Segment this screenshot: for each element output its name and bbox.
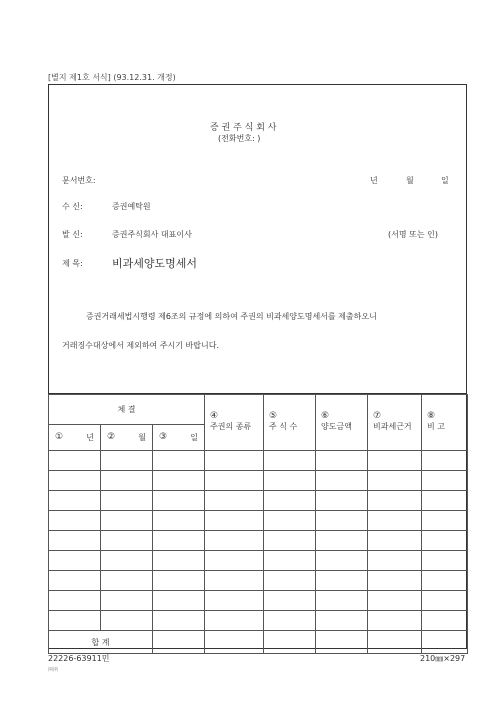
body-line-1: 증권거래세법시행령 제6조의 규정에 의하여 주권의 비과세양도명세서를 제출하오니 [86, 312, 377, 321]
body-line-2: 거래징수대상에서 제외하여 주시기 바랍니다. [62, 341, 220, 350]
paper-size: 210㎜×297 [420, 654, 466, 663]
execution-group-header: 체 결 [49, 395, 205, 425]
col-share-count-header: ⑤ 주 식 수 [264, 395, 316, 451]
date-month: 월 [406, 176, 414, 185]
col-transfer-amount-header: ⑥ 양도금액 [316, 395, 368, 451]
date-year: 년 [370, 176, 378, 185]
seal-note: (서명 또는 인) [388, 230, 438, 239]
col-stock-type-header: ④ 주권의 종류 [205, 395, 264, 451]
transfer-table [48, 394, 468, 654]
table-row [49, 471, 468, 491]
col-month-header: ② 월 [101, 425, 153, 451]
form-label: [별지 제1호 서식] (93.12.31. 개정) [48, 73, 176, 82]
recipient-label: 수 신: [62, 202, 83, 211]
date-day: 일 [441, 176, 449, 185]
sender-value: 증권주식회사 대표이사 [112, 230, 192, 239]
total-row [49, 631, 468, 654]
table-row [49, 451, 468, 471]
table-row [49, 531, 468, 551]
table-row [49, 511, 468, 531]
table-row [49, 551, 468, 571]
table-row [49, 491, 468, 511]
table-row [49, 591, 468, 611]
doc-no-label: 문서번호: [62, 176, 96, 185]
table-row [49, 571, 468, 591]
table-row [49, 611, 468, 631]
total-label: 합 계 [49, 631, 153, 654]
form-number: 22226-63911민 [48, 654, 110, 663]
col-day-header: ③ 일 [153, 425, 205, 451]
company-phone: (전화번호: ) [218, 134, 261, 143]
subject-value: 비과세양도명세서 [112, 257, 198, 270]
small-mark: ㈜㈜ [48, 667, 59, 673]
recipient-value: 증권예탁원 [112, 202, 151, 211]
subject-label: 제 목: [62, 259, 83, 268]
sender-label: 발 신: [62, 230, 83, 239]
col-exemption-basis-header: ⑦ 비과세근거 [368, 395, 422, 451]
col-remarks-header: ⑧ 비 고 [422, 395, 468, 451]
col-year-header: ① 년 [49, 425, 101, 451]
company-name: 증 권 주 식 회 사 [210, 123, 277, 133]
